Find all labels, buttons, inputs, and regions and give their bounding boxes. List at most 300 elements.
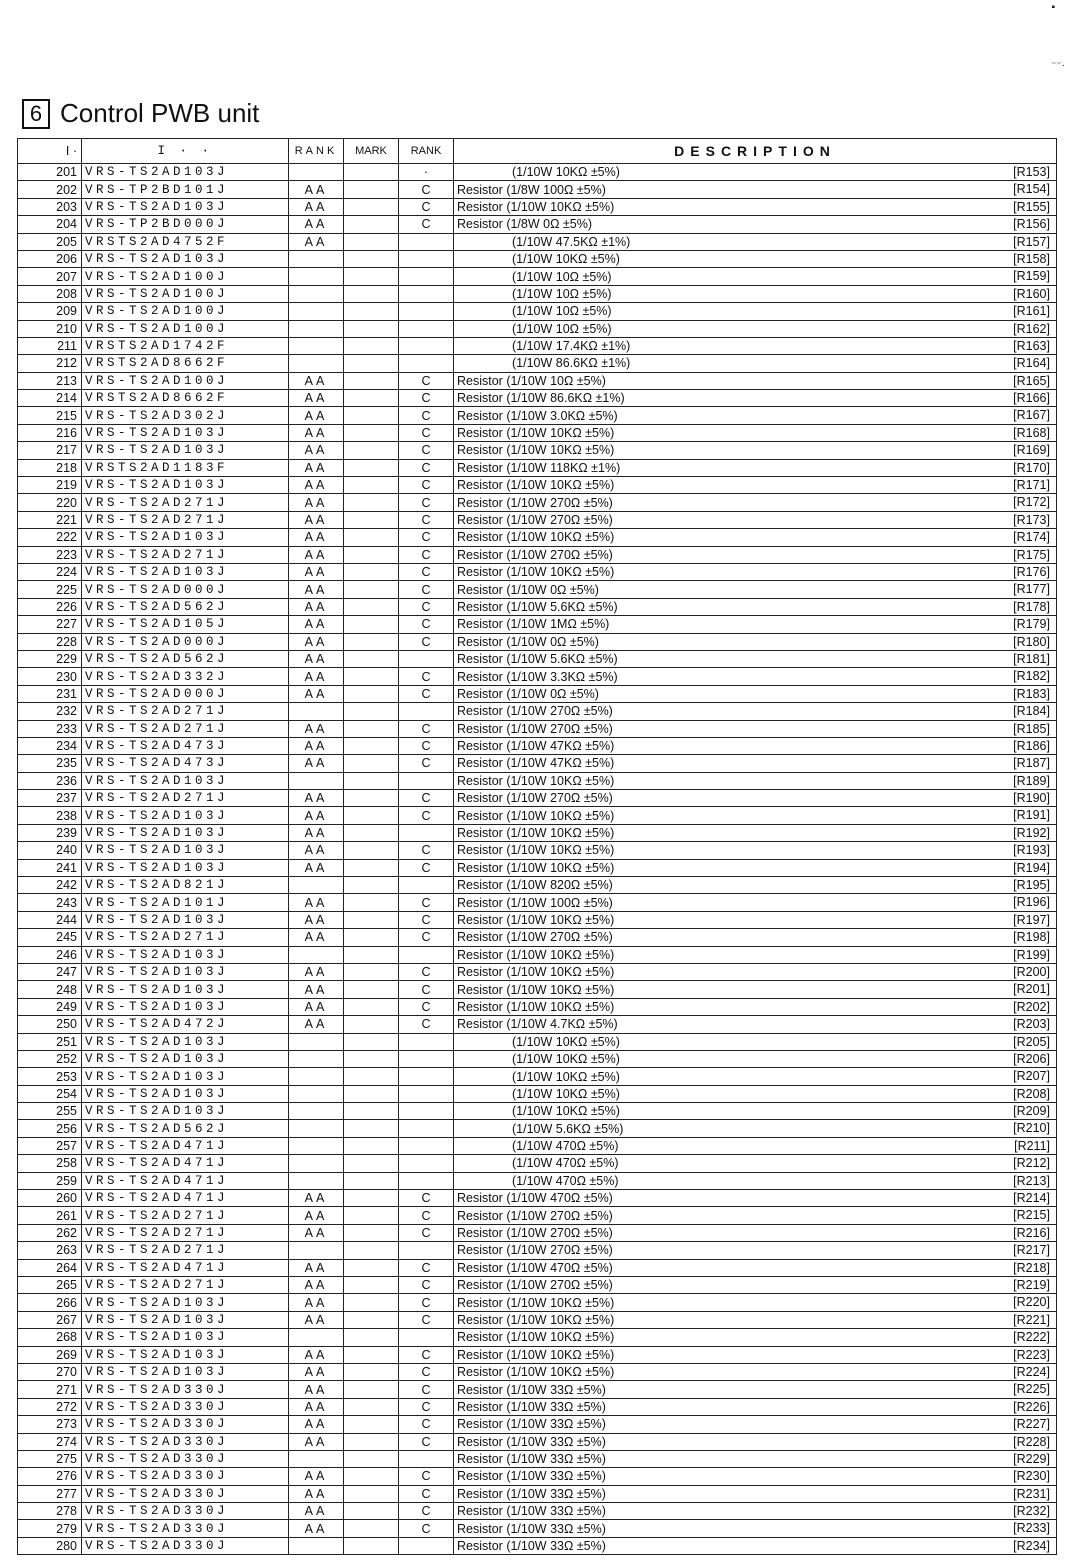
part-code: VRS-TS2AD471J [82,1155,289,1172]
part-code: VRS-TS2AD271J [82,1207,289,1224]
description-text: Resistor (1/10W 820Ω ±5%) [457,878,613,893]
rank-value: AA [289,650,344,667]
description-text: Resistor (1/10W 0Ω ±5%) [457,634,599,649]
table-row [18,1537,1057,1554]
description-text: (1/10W 470Ω ±5%) [512,1156,619,1171]
rank2-value: C [399,1398,454,1415]
mark-value [344,877,399,894]
part-code: VRS-TS2AD271J [82,790,289,807]
rank-value: AA [289,807,344,824]
table-row [18,1103,1057,1120]
rank2-value: C [399,1190,454,1207]
row-number: 239 [18,824,82,841]
part-code: VRS-TS2AD103J [82,477,289,494]
part-code: VRS-TS2AD105J [82,616,289,633]
description-text: (1/10W 10KΩ ±5%) [512,1052,620,1067]
rank-value: AA [289,1294,344,1311]
header-rank2: RANK [399,139,454,164]
table-row [18,1329,1057,1346]
part-code: VRS-TS2AD000J [82,633,289,650]
mark-value [344,1537,399,1554]
part-code: VRS-TS2AD100J [82,285,289,302]
rank-value: AA [289,1207,344,1224]
mark-value [344,164,399,181]
rank-value [289,772,344,789]
description-text: Resistor (1/10W 33Ω ±5%) [457,1486,606,1501]
row-number: 226 [18,598,82,615]
part-code: VRS-TS2AD103J [82,911,289,928]
description-cell [454,668,1057,685]
description-cell [454,824,1057,841]
rank-value: AA [289,1381,344,1398]
table-row [18,1363,1057,1380]
mark-value [344,1520,399,1537]
rank2-value [399,1137,454,1154]
table-body [18,164,1057,1555]
table-row [18,1468,1057,1485]
rank2-value: C [399,737,454,754]
rank-value: AA [289,1259,344,1276]
description-cell [454,772,1057,789]
row-number: 220 [18,494,82,511]
table-row [18,981,1057,998]
part-code: VRS-TS2AD330J [82,1503,289,1520]
description-text: Resistor (1/10W 10KΩ ±5%) [457,982,615,997]
row-number: 261 [18,1207,82,1224]
rank2-value: C [399,511,454,528]
row-number: 278 [18,1503,82,1520]
reference-designator: [R178] [1013,599,1050,614]
description-cell [454,842,1057,859]
reference-designator: [R168] [1013,425,1050,440]
description-cell [454,877,1057,894]
description-cell [454,1033,1057,1050]
rank-value: AA [289,790,344,807]
description-text: Resistor (1/10W 100Ω ±5%) [457,895,613,910]
reference-designator: [R211] [1014,1138,1050,1153]
description-text: Resistor (1/10W 10KΩ ±5%) [457,1365,615,1380]
description-text: Resistor (1/10W 10KΩ ±5%) [457,1330,615,1345]
rank-value: AA [289,911,344,928]
description-text: Resistor (1/10W 86.6KΩ ±1%) [457,391,625,406]
rank-value: AA [289,372,344,389]
row-number: 274 [18,1433,82,1450]
table-row [18,285,1057,302]
rank2-value: C [399,998,454,1015]
description-text: Resistor (1/10W 10KΩ ±5%) [457,773,615,788]
part-code: VRS-TS2AD271J [82,1277,289,1294]
description-text: Resistor (1/10W 3.0KΩ ±5%) [457,408,618,423]
part-code: VRS-TS2AD000J [82,581,289,598]
description-text: Resistor (1/10W 270Ω ±5%) [457,721,613,736]
part-code: VRS-TS2AD271J [82,703,289,720]
description-text: Resistor (1/10W 270Ω ±5%) [457,791,613,806]
description-text: Resistor (1/10W 270Ω ±5%) [457,704,613,719]
rank2-value [399,285,454,302]
row-number: 273 [18,1416,82,1433]
description-cell [454,477,1057,494]
part-code: VRS-TP2BD101J [82,181,289,198]
description-text: Resistor (1/10W 1MΩ ±5%) [457,617,610,632]
mark-value [344,1346,399,1363]
rank-value [289,355,344,372]
mark-value [344,807,399,824]
rank2-value: C [399,633,454,650]
rank-value: AA [289,998,344,1015]
reference-designator: [R222] [1013,1330,1050,1345]
table-row [18,337,1057,354]
description-cell [454,963,1057,980]
part-code: VRS-TS2AD271J [82,1224,289,1241]
row-number: 267 [18,1311,82,1328]
table-row [18,1346,1057,1363]
rank2-value: C [399,546,454,563]
reference-designator: [R224] [1013,1364,1050,1379]
description-cell [454,250,1057,267]
mark-value [344,703,399,720]
description-cell [454,303,1057,320]
table-row [18,755,1057,772]
table-row [18,1311,1057,1328]
row-number: 240 [18,842,82,859]
reference-designator: [R174] [1013,530,1050,545]
mark-value [344,790,399,807]
row-number: 230 [18,668,82,685]
reference-designator: [R191] [1013,808,1050,823]
description-cell [454,1537,1057,1554]
rank2-value: C [399,1311,454,1328]
rank-value [289,268,344,285]
rank2-value [399,337,454,354]
description-text: Resistor (1/10W 10KΩ ±5%) [457,947,615,962]
mark-value [344,633,399,650]
table-row [18,268,1057,285]
row-number: 277 [18,1485,82,1502]
description-cell [454,1520,1057,1537]
table-row [18,1416,1057,1433]
mark-value [344,1016,399,1033]
reference-designator: [R181] [1013,651,1050,666]
rank-value: AA [289,720,344,737]
part-code: VRS-TS2AD103J [82,198,289,215]
rank-value [289,285,344,302]
table-row [18,668,1057,685]
rank-value: AA [289,1311,344,1328]
description-cell [454,459,1057,476]
rank-value: AA [289,981,344,998]
mark-value [344,1468,399,1485]
rank2-value: · [399,164,454,181]
rank2-value [399,1537,454,1554]
rank2-value: C [399,981,454,998]
description-cell [454,511,1057,528]
part-code: VRS-TS2AD103J [82,963,289,980]
reference-designator: [R200] [1013,964,1050,979]
row-number: 248 [18,981,82,998]
reference-designator: [R228] [1013,1434,1050,1449]
description-cell [454,720,1057,737]
rank2-value [399,877,454,894]
row-number: 264 [18,1259,82,1276]
table-row [18,894,1057,911]
description-text: Resistor (1/10W 10KΩ ±5%) [457,1312,615,1327]
table-row [18,598,1057,615]
description-cell [454,581,1057,598]
row-number: 266 [18,1294,82,1311]
rank2-value: C [399,477,454,494]
table-row [18,1259,1057,1276]
reference-designator: [R221] [1013,1312,1050,1327]
reference-designator: [R164] [1013,356,1050,371]
table-row [18,1433,1057,1450]
rank-value [289,877,344,894]
description-cell [454,390,1057,407]
description-cell [454,755,1057,772]
rank2-value: C [399,216,454,233]
reference-designator: [R173] [1013,512,1050,527]
mark-value [344,1207,399,1224]
mark-value [344,998,399,1015]
mark-value [344,1294,399,1311]
description-cell [454,859,1057,876]
reference-designator: [R154] [1013,182,1050,197]
description-text: Resistor (1/8W 100Ω ±5%) [457,182,606,197]
row-number: 208 [18,285,82,302]
description-cell [454,1503,1057,1520]
part-code: VRS-TP2BD000J [82,216,289,233]
part-code: VRSTS2AD8662F [82,355,289,372]
description-text: Resistor (1/10W 118KΩ ±1%) [457,460,621,475]
table-row [18,911,1057,928]
rank-value [289,1033,344,1050]
description-text: (1/10W 10KΩ ±5%) [512,1104,620,1119]
description-text: (1/10W 10KΩ ±5%) [512,1034,620,1049]
rank2-value: C [399,494,454,511]
rank2-value: C [399,1503,454,1520]
reference-designator: [R166] [1013,391,1050,406]
reference-designator: [R189] [1013,773,1050,788]
row-number: 250 [18,1016,82,1033]
rank2-value: C [399,1381,454,1398]
part-code: VRS-TS2AD103J [82,807,289,824]
rank2-value [399,1050,454,1067]
rank2-value: C [399,529,454,546]
mark-value [344,546,399,563]
description-cell [454,1016,1057,1033]
mark-value [344,772,399,789]
rank2-value [399,1033,454,1050]
mark-value [344,1085,399,1102]
description-text: Resistor (1/10W 270Ω ±5%) [457,1208,613,1223]
header-rank: RANK [289,139,344,164]
row-number: 213 [18,372,82,389]
rank-value: AA [289,633,344,650]
scan-mark-top: ▪ [1051,2,1055,13]
rank-value: AA [289,1277,344,1294]
reference-designator: [R170] [1013,460,1050,475]
rank2-value: C [399,1363,454,1380]
table-header-row [18,139,1057,164]
row-number: 212 [18,355,82,372]
part-code: VRS-TS2AD562J [82,650,289,667]
part-code: VRS-TS2AD821J [82,877,289,894]
rank2-value: C [399,1485,454,1502]
rank-value: AA [289,563,344,580]
part-code: VRS-TS2AD103J [82,1103,289,1120]
part-code: VRSTS2AD8662F [82,390,289,407]
reference-designator: [R215] [1013,1208,1050,1223]
table-row [18,824,1057,841]
table-row [18,633,1057,650]
table-row [18,563,1057,580]
table-row [18,511,1057,528]
table-row [18,1450,1057,1467]
table-row [18,790,1057,807]
description-text: Resistor (1/10W 33Ω ±5%) [457,1399,606,1414]
rank-value [289,303,344,320]
row-number: 255 [18,1103,82,1120]
rank2-value: C [399,581,454,598]
rank-value: AA [289,1433,344,1450]
rank2-value: C [399,894,454,911]
reference-designator: [R208] [1013,1086,1050,1101]
description-cell [454,337,1057,354]
reference-designator: [R212] [1013,1156,1050,1171]
rank2-value [399,946,454,963]
reference-designator: [R216] [1013,1225,1050,1240]
mark-value [344,824,399,841]
rank2-value [399,1085,454,1102]
rank2-value [399,703,454,720]
part-code: VRS-TS2AD103J [82,998,289,1015]
part-code: VRS-TS2AD103J [82,1329,289,1346]
mark-value [344,285,399,302]
rank2-value [399,233,454,250]
description-cell [454,790,1057,807]
mark-value [344,424,399,441]
mark-value [344,1120,399,1137]
rank-value [289,164,344,181]
rank-value [289,320,344,337]
rank2-value [399,1172,454,1189]
mark-value [344,390,399,407]
row-number: 254 [18,1085,82,1102]
description-cell [454,1224,1057,1241]
rank-value [289,1137,344,1154]
row-number: 247 [18,963,82,980]
description-text: Resistor (1/10W 5.6KΩ ±5%) [457,652,618,667]
part-code: VRS-TS2AD100J [82,372,289,389]
part-code: VRS-TS2AD562J [82,1120,289,1137]
part-code: VRS-TS2AD103J [82,842,289,859]
description-cell [454,737,1057,754]
description-text: (1/10W 470Ω ±5%) [512,1139,619,1154]
reference-designator: [R155] [1013,199,1050,214]
mark-value [344,963,399,980]
part-code: VRS-TS2AD473J [82,755,289,772]
reference-designator: [R199] [1013,947,1050,962]
mark-value [344,1433,399,1450]
description-cell [454,1155,1057,1172]
row-number: 224 [18,563,82,580]
description-text: Resistor (1/10W 5.6KΩ ±5%) [457,599,618,614]
part-code: VRS-TS2AD103J [82,1050,289,1067]
rank2-value: C [399,598,454,615]
rank2-value [399,320,454,337]
table-row [18,581,1057,598]
row-number: 238 [18,807,82,824]
rank-value: AA [289,737,344,754]
mark-value [344,372,399,389]
description-cell [454,911,1057,928]
mark-value [344,233,399,250]
table-row [18,946,1057,963]
rank-value: AA [289,1346,344,1363]
rank-value: AA [289,1398,344,1415]
reference-designator: [R180] [1013,634,1050,649]
table-row [18,1294,1057,1311]
rank2-value: C [399,407,454,424]
description-text: (1/10W 10KΩ ±5%) [512,165,620,180]
row-number: 265 [18,1277,82,1294]
description-cell [454,1068,1057,1085]
rank2-value: C [399,563,454,580]
reference-designator: [R165] [1013,373,1050,388]
row-number: 214 [18,390,82,407]
rank-value: AA [289,198,344,215]
rank-value: AA [289,894,344,911]
row-number: 256 [18,1120,82,1137]
description-text: (1/10W 10KΩ ±5%) [512,1069,620,1084]
rank2-value: C [399,1016,454,1033]
rank-value: AA [289,477,344,494]
mark-value [344,859,399,876]
description-text: Resistor (1/8W 0Ω ±5%) [457,217,592,232]
reference-designator: [R156] [1013,217,1050,232]
description-text: Resistor (1/10W 10KΩ ±5%) [457,826,615,841]
rank2-value: C [399,1277,454,1294]
rank2-value [399,1155,454,1172]
table-row [18,1207,1057,1224]
reference-designator: [R182] [1013,669,1050,684]
rank-value: AA [289,1503,344,1520]
description-text: Resistor (1/10W 3.3KΩ ±5%) [457,669,618,684]
reference-designator: [R158] [1013,251,1050,266]
row-number: 210 [18,320,82,337]
rank-value [289,1537,344,1554]
mark-value [344,1450,399,1467]
part-code: VRS-TS2AD562J [82,598,289,615]
description-text: Resistor (1/10W 270Ω ±5%) [457,1243,613,1258]
row-number: 271 [18,1381,82,1398]
row-number: 252 [18,1050,82,1067]
mark-value [344,842,399,859]
table-row [18,250,1057,267]
rank-value: AA [289,859,344,876]
description-cell [454,529,1057,546]
reference-designator: [R162] [1013,321,1050,336]
reference-designator: [R213] [1013,1173,1050,1188]
description-cell [454,1468,1057,1485]
row-number: 227 [18,616,82,633]
description-text: (1/10W 10KΩ ±5%) [512,1086,620,1101]
part-code: VRS-TS2AD271J [82,1242,289,1259]
rank2-value: C [399,929,454,946]
mark-value [344,355,399,372]
reference-designator: [R172] [1013,495,1050,510]
reference-designator: [R226] [1013,1399,1050,1414]
rank-value: AA [289,1016,344,1033]
